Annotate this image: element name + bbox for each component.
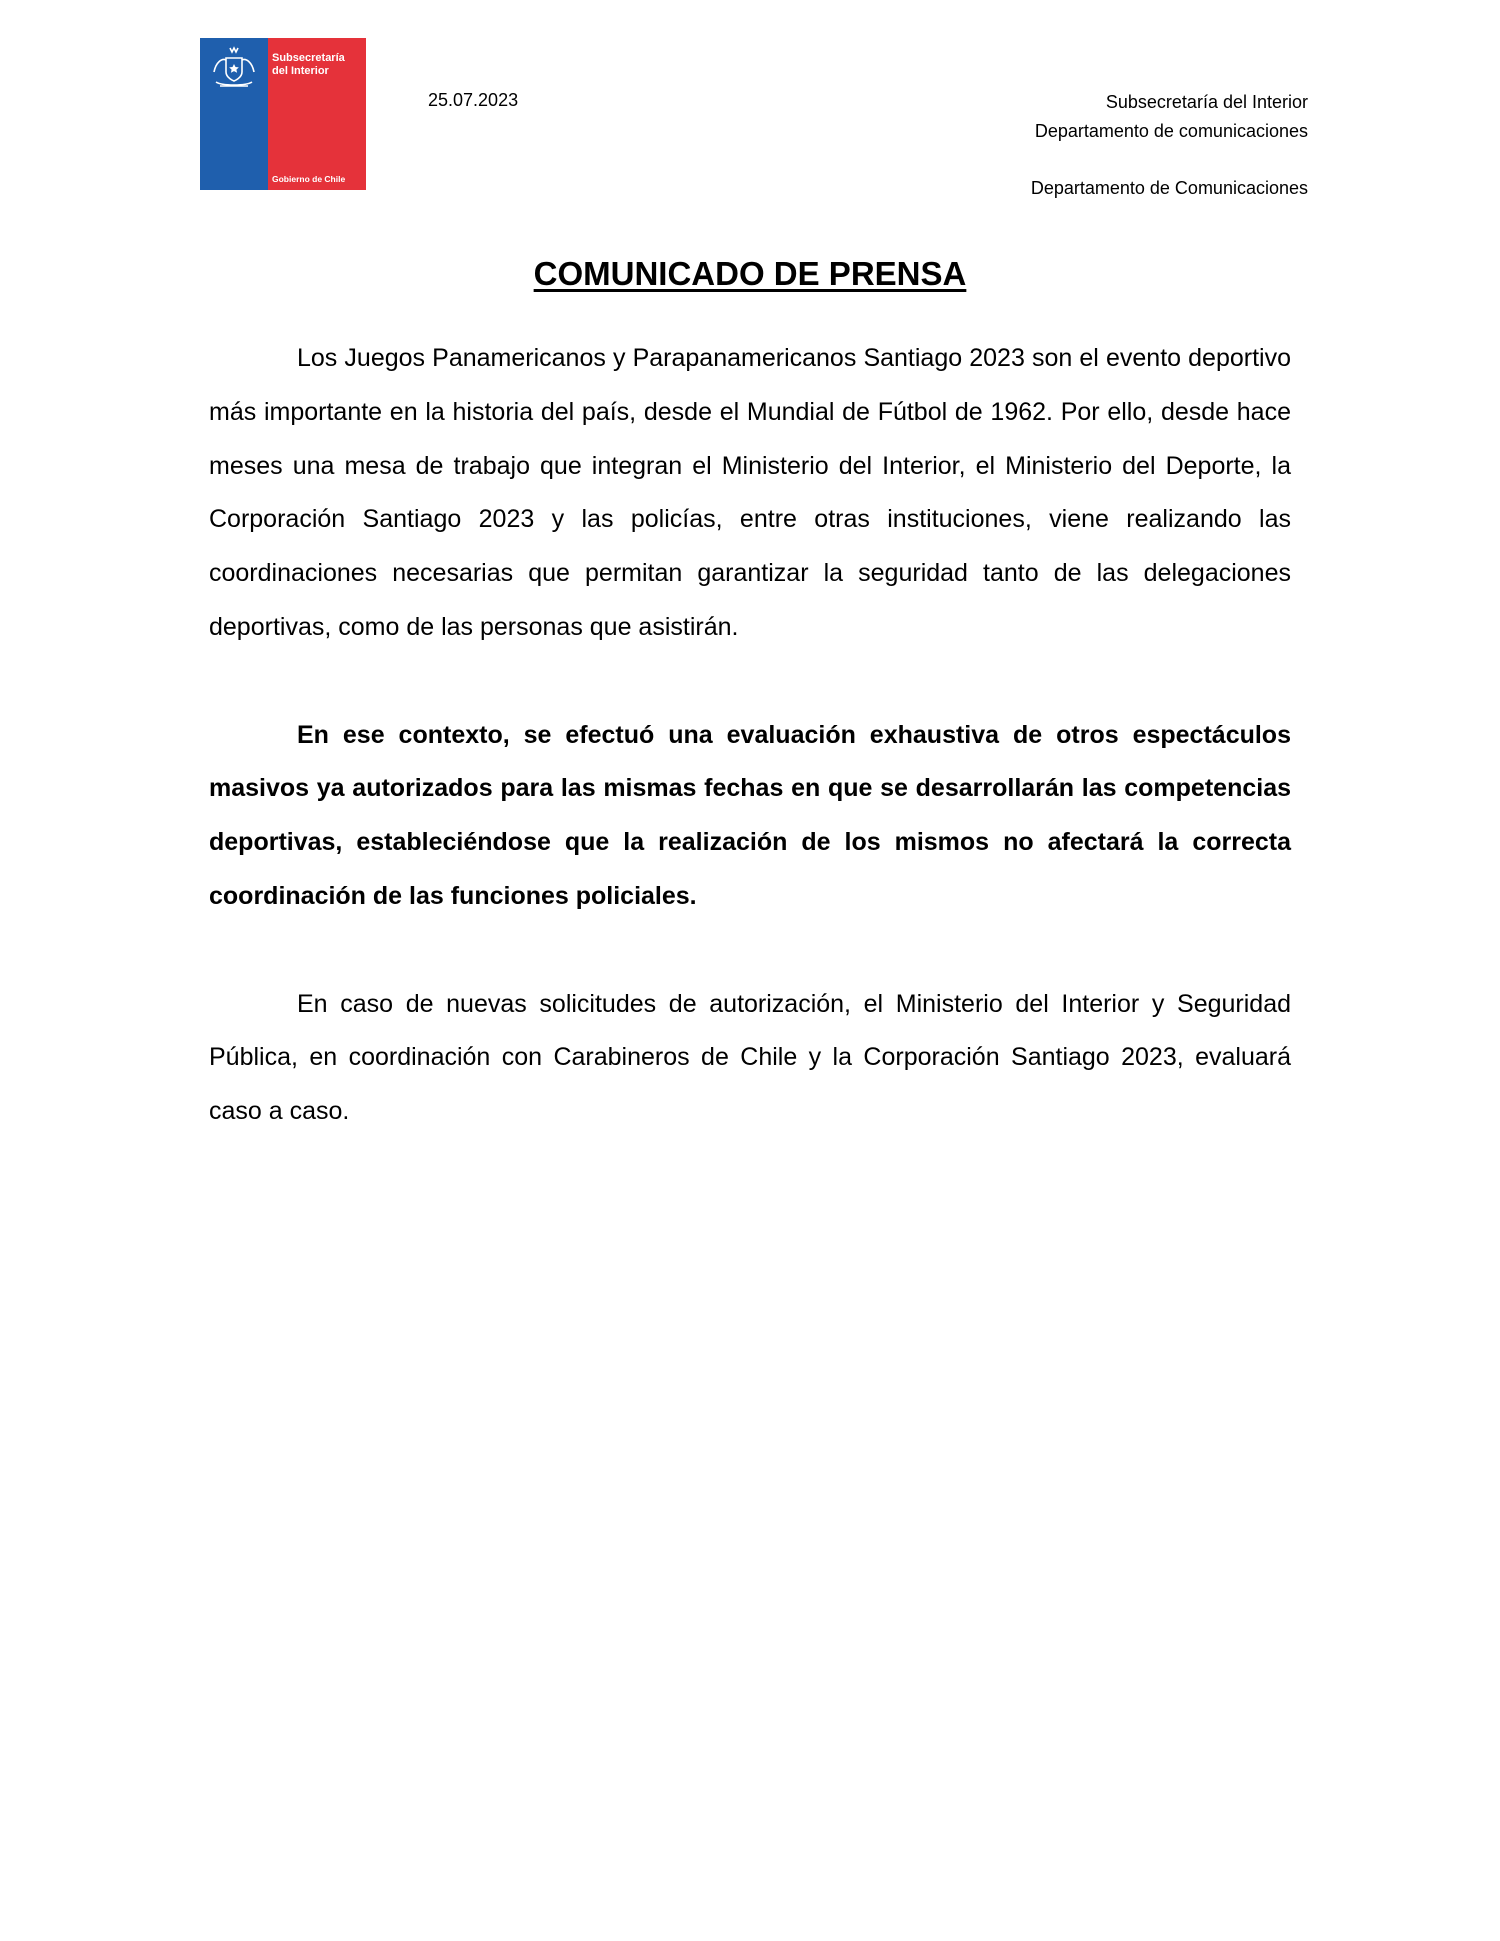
document-title: COMUNICADO DE PRENSA	[533, 255, 967, 292]
paragraph-1: Los Juegos Panamericanos y Parapanamericanos Santiago 2023 son el evento deportivo más importante en la historia del país, desde el Mundial de Fútbol de 1962. Por ello, desde hace meses una mesa de trabajo que integran el Ministerio del Interior, el Ministerio del Deporte, la Corporación Santiago 2023 y las policías, entre otras instituciones, viene realizando las coordinaciones necesarias que permitan garantizar la seguridad tanto de las delegaciones deportivas, como de las personas que asistirán.	[209, 344, 1291, 641]
coat-of-arms-icon	[204, 42, 264, 92]
logo-gobierno-text: Gobierno de Chile	[272, 174, 346, 184]
logo-blue-panel	[200, 38, 268, 190]
issuing-office-line-2: Departamento de comunicaciones	[1034, 120, 1308, 141]
logo-red-panel	[268, 38, 366, 190]
paragraph-3: En caso de nuevas solicitudes de autorización, el Ministerio del Interior y Seguridad Pública, en coordinación con Carabineros de Chile y la Corporación Santiago 2023, evaluará caso a caso.	[209, 989, 1291, 1126]
logo-subsecretaria-text: Subsecretaría del Interior	[272, 52, 345, 77]
government-logo	[200, 38, 366, 190]
issuing-office-line-1: Subsecretaría del Interior	[1105, 92, 1308, 112]
document-body	[209, 332, 1291, 1193]
spacer	[1031, 145, 1308, 174]
issuing-office	[1031, 88, 1308, 202]
paragraph-2: En ese contexto, se efectuó una evaluación exhaustiva de otros espectáculos masivos ya autorizados para las mismas fechas en que se desarrollarán las competencias deportivas, estableciéndose que la realización de los mismos no afectará la correcta coordinación de las funciones policiales.	[209, 720, 1291, 910]
document-date: 25.07.2023	[428, 90, 519, 110]
issuing-office-line-3: Departamento de Comunicaciones	[1030, 177, 1308, 198]
